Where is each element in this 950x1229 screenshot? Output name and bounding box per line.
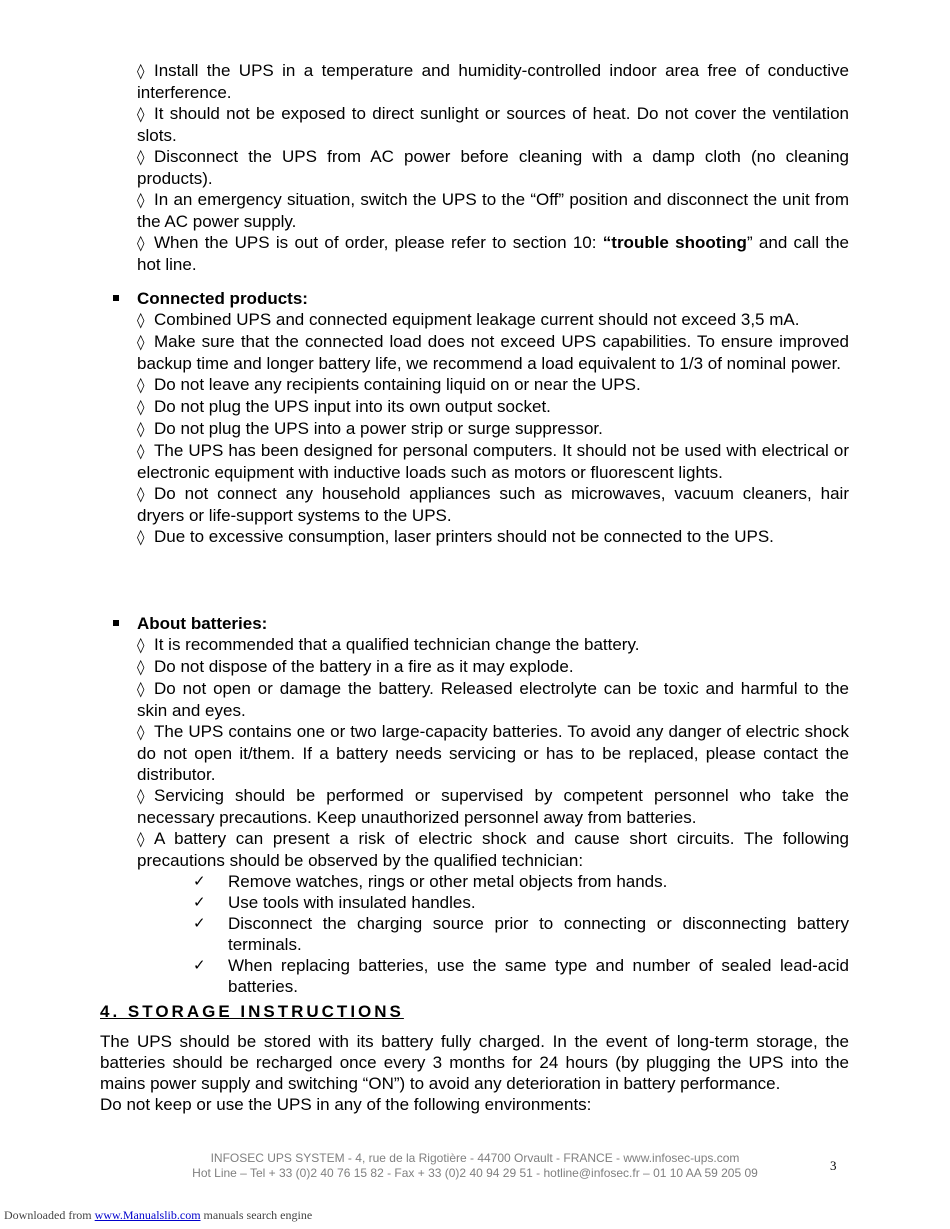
batteries-heading: About batteries: <box>137 613 849 634</box>
diamond-bullet-icon: ◊ <box>137 376 145 394</box>
checklist-item: ✓ When replacing batteries, use the same type and number of sealed lead-acid batteries. <box>193 956 849 996</box>
manualslib-link[interactable]: www.Manualslib.com <box>94 1208 201 1222</box>
diamond-bullet-icon: ◊ <box>137 148 145 166</box>
list-item: ◊ The UPS contains one or two large-capacity batteries. To avoid any danger of electric shock do not open it/them. If a battery needs servicing or has to be replaced, please contact the distributor. <box>137 722 849 784</box>
batteries-section <box>137 613 849 997</box>
intro-item: ◊ Install the UPS in a temperature and humidity-controlled indoor area free of conductive interference. <box>137 61 849 102</box>
connected-products-list <box>137 309 849 548</box>
list-item: ◊ It is recommended that a qualified technician change the battery. <box>137 635 640 654</box>
diamond-bullet-icon: ◊ <box>137 105 145 123</box>
diamond-bullet-icon: ◊ <box>137 830 145 848</box>
diamond-bullet-icon: ◊ <box>137 333 145 351</box>
list-item: ◊ Do not dispose of the battery in a fire as it may explode. <box>137 657 574 676</box>
page-footer <box>0 1151 950 1181</box>
footer-contacts: Hot Line – Tel + 33 (0)2 40 76 15 82 - Fax + 33 (0)2 40 94 29 51 - hotline@infosec.fr – 01 10 AA 59 205 09 <box>192 1166 758 1180</box>
list-item: ◊ Do not plug the UPS into a power strip or surge suppressor. <box>137 419 603 438</box>
list-item: ◊ Due to excessive consumption, laser printers should not be connected to the UPS. <box>137 527 774 546</box>
diamond-bullet-icon: ◊ <box>137 680 145 698</box>
footer-address: INFOSEC UPS SYSTEM - 4, rue de la Rigotière - 44700 Orvault - FRANCE - www.infosec-ups.com <box>210 1151 740 1165</box>
check-mark-icon: ✓ <box>193 914 206 932</box>
check-mark-icon: ✓ <box>193 872 206 890</box>
storage-section <box>100 1001 849 1115</box>
list-item: ◊ Do not plug the UPS input into its own output socket. <box>137 397 551 416</box>
list-item: ◊ Do not connect any household appliances such as microwaves, vacuum cleaners, hair dryers or life-support systems to the UPS. <box>137 484 849 525</box>
diamond-bullet-icon: ◊ <box>137 311 145 329</box>
diamond-bullet-icon: ◊ <box>137 658 145 676</box>
precautions-checklist <box>193 871 849 997</box>
trouble-shooting-reference: “trouble shooting <box>602 233 747 252</box>
intro-item: ◊ In an emergency situation, switch the UPS to the “Off” position and disconnect the unit from the AC power supply. <box>137 190 849 231</box>
check-mark-icon: ✓ <box>193 956 206 974</box>
connected-products-section <box>137 288 849 548</box>
checklist-item: ✓ Disconnect the charging source prior to connecting or disconnecting battery terminals. <box>193 914 849 954</box>
intro-item: ◊ Disconnect the UPS from AC power before cleaning with a damp cloth (no cleaning products). <box>137 147 849 188</box>
diamond-bullet-icon: ◊ <box>137 398 145 416</box>
diamond-bullet-icon: ◊ <box>137 62 145 80</box>
list-item: ◊ A battery can present a risk of electric shock and cause short circuits. The following precautions should be observed by the qualified technician: <box>137 829 849 870</box>
list-item: ◊ Make sure that the connected load does not exceed UPS capabilities. To ensure improved backup time and longer battery life, we recommend a load equivalent to 1/3 of nominal power. <box>137 332 849 373</box>
checklist-item: ✓ Use tools with insulated handles. <box>193 893 476 912</box>
list-item: ◊ Servicing should be performed or supervised by competent personnel who take the necessary precautions. Keep unauthorized personnel away from batteries. <box>137 786 849 827</box>
connected-products-heading: Connected products: <box>137 288 849 309</box>
download-notice: Downloaded from www.Manualslib.com manuals search engine <box>4 1208 313 1222</box>
diamond-bullet-icon: ◊ <box>137 442 145 460</box>
storage-paragraph: The UPS should be stored with its battery fully charged. In the event of long-term storage, the batteries should be recharged once every 3 months for 24 hours (by plugging the UPS into the mains power supply and switching “ON”) to avoid any deterioration in battery performance. <box>100 1032 849 1093</box>
intro-block <box>137 60 849 275</box>
diamond-bullet-icon: ◊ <box>137 636 145 654</box>
list-item: ◊ Do not open or damage the battery. Released electrolyte can be toxic and harmful to the skin and eyes. <box>137 679 849 720</box>
diamond-bullet-icon: ◊ <box>137 420 145 438</box>
square-bullet-icon <box>113 620 119 626</box>
intro-item-trouble-shooting: ◊ When the UPS is out of order, please refer to section 10: “trouble shooting” and call the hot line. <box>137 233 849 274</box>
page-number: 3 <box>830 1158 837 1173</box>
intro-item: ◊ It should not be exposed to direct sunlight or sources of heat. Do not cover the ventilation slots. <box>137 104 849 145</box>
list-item: ◊ The UPS has been designed for personal computers. It should not be used with electrical or electronic equipment with inductive loads such as motors or fluorescent lights. <box>137 441 849 482</box>
diamond-bullet-icon: ◊ <box>137 787 145 805</box>
check-mark-icon: ✓ <box>193 893 206 911</box>
diamond-bullet-icon: ◊ <box>137 528 145 546</box>
storage-environments-intro: Do not keep or use the UPS in any of the following environments: <box>100 1095 592 1114</box>
storage-heading: 4. STORAGE INSTRUCTIONS <box>100 1002 404 1021</box>
list-item: ◊ Combined UPS and connected equipment leakage current should not exceed 3,5 mA. <box>137 310 800 329</box>
checklist-item: ✓ Remove watches, rings or other metal objects from hands. <box>193 872 668 891</box>
batteries-list <box>137 634 849 871</box>
diamond-bullet-icon: ◊ <box>137 191 145 209</box>
diamond-bullet-icon: ◊ <box>137 723 145 741</box>
diamond-bullet-icon: ◊ <box>137 485 145 503</box>
list-item: ◊ Do not leave any recipients containing liquid on or near the UPS. <box>137 375 641 394</box>
square-bullet-icon <box>113 295 119 301</box>
diamond-bullet-icon: ◊ <box>137 234 145 252</box>
